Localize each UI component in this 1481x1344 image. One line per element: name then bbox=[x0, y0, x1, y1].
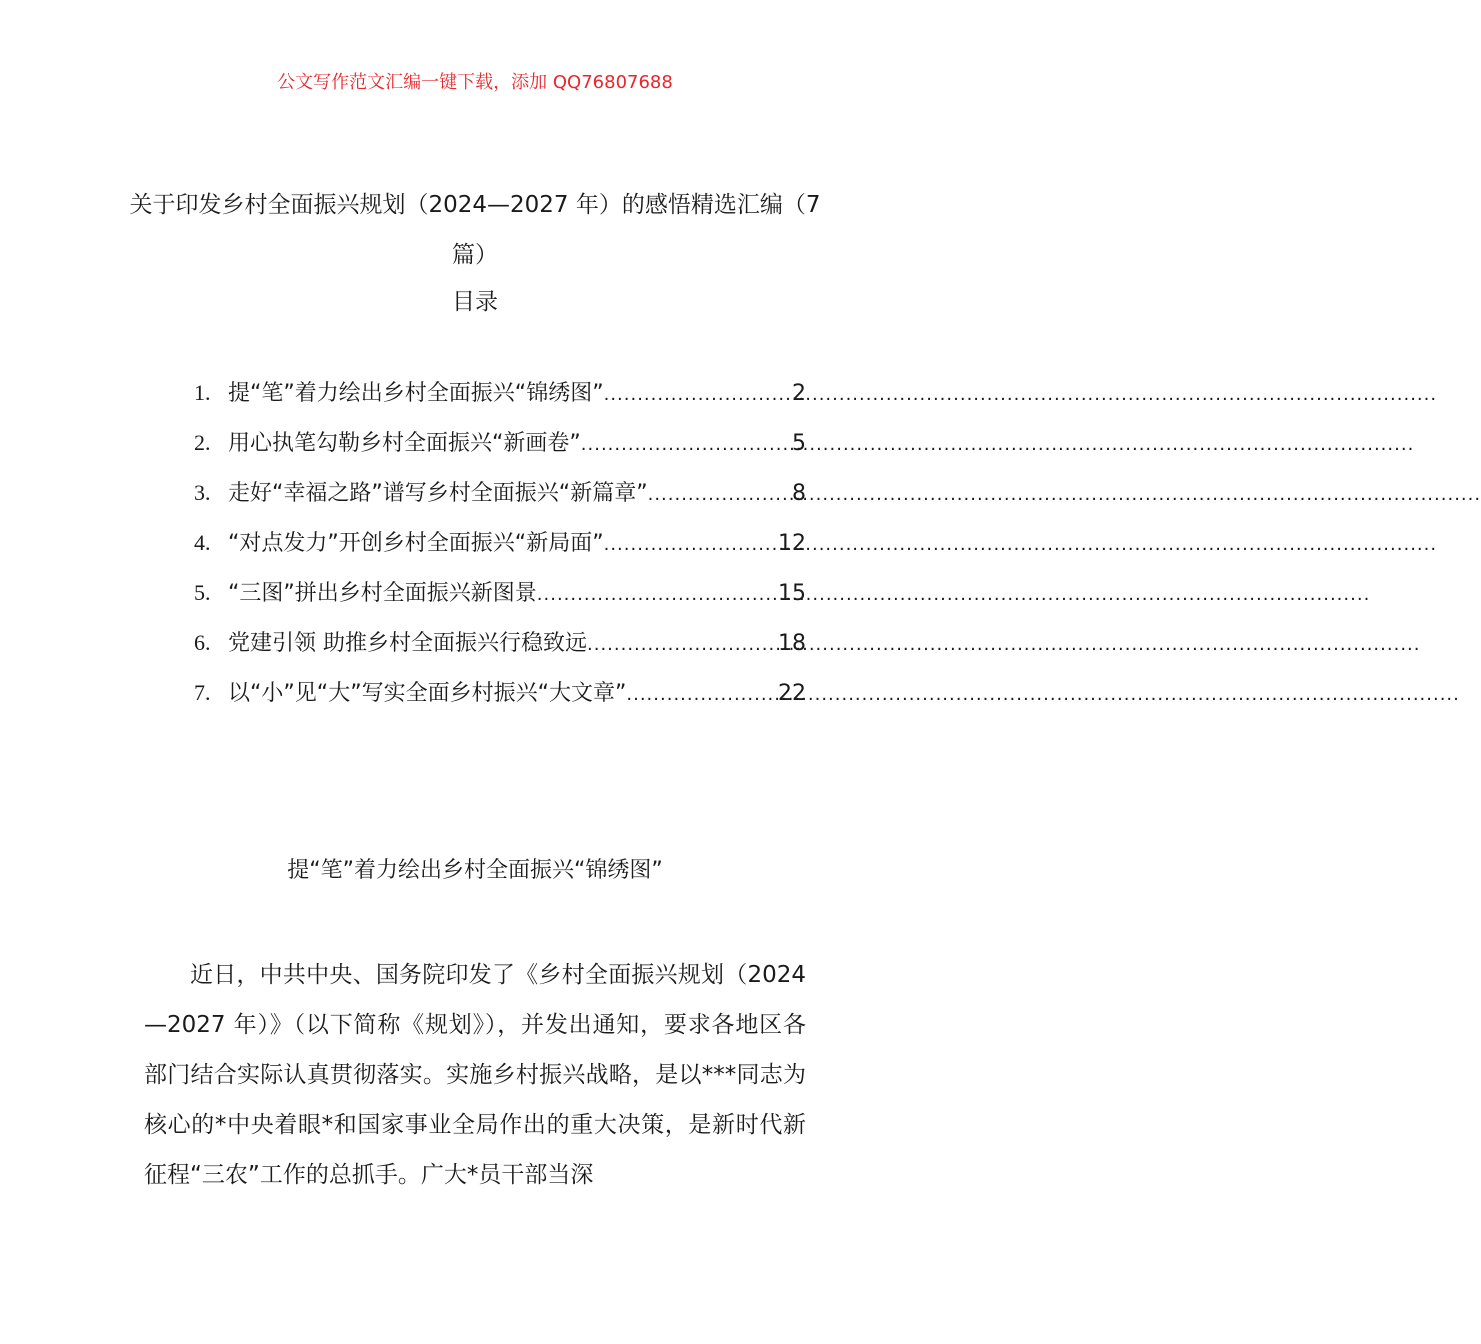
toc-entry-page: 22 bbox=[778, 681, 806, 706]
article-title: 提“笔”着力绘出乡村全面振兴“锦绣图” bbox=[287, 858, 663, 883]
toc-entry-title: 提“笔”着力绘出乡村全面振兴“锦绣图” bbox=[228, 381, 604, 406]
toc-entry-title: “三图”拼出乡村全面振兴新图景 bbox=[228, 581, 537, 606]
toc-entry-number: 3. bbox=[194, 480, 211, 505]
toc-leader-dots bbox=[581, 434, 792, 455]
toc-entry-7[interactable] bbox=[194, 676, 806, 726]
toc-entry-3[interactable] bbox=[194, 476, 806, 526]
toc-entry-title: 党建引领 助推乡村全面振兴行稳致远 bbox=[228, 631, 587, 656]
document-title: 关于印发乡村全面振兴规划（2024—2027 年）的感悟精选汇编（7 篇） bbox=[129, 192, 821, 268]
toc-entry-page: 18 bbox=[778, 631, 806, 656]
toc-leader-dots bbox=[604, 534, 778, 555]
toc-entry-2[interactable] bbox=[194, 426, 806, 476]
toc-entry-title: 走好“幸福之路”谱写乡村全面振兴“新篇章” bbox=[228, 481, 648, 506]
toc-entry-number: 2. bbox=[194, 430, 211, 455]
toc-entry-page: 5 bbox=[792, 431, 806, 456]
toc-entry-6[interactable] bbox=[194, 626, 806, 676]
toc-leader-dots bbox=[626, 684, 778, 705]
toc-entry-page: 12 bbox=[778, 531, 806, 556]
toc-entry-1[interactable] bbox=[194, 376, 806, 426]
toc-entry-title: “对点发力”开创乡村全面振兴“新局面” bbox=[228, 531, 604, 556]
table-of-contents bbox=[194, 376, 806, 726]
toc-entry-title: 用心执笔勾勒乡村全面振兴“新画卷” bbox=[228, 431, 581, 456]
toc-entry-number: 6. bbox=[194, 630, 211, 655]
toc-entry-page: 2 bbox=[792, 381, 806, 406]
toc-entry-number: 4. bbox=[194, 530, 211, 555]
toc-entry-4[interactable] bbox=[194, 526, 806, 576]
toc-entry-5[interactable] bbox=[194, 576, 806, 626]
toc-leader-dots bbox=[604, 384, 792, 405]
toc-entry-page: 8 bbox=[792, 481, 806, 506]
toc-entry-title: 以“小”见“大”写实全面乡村振兴“大文章” bbox=[228, 681, 627, 706]
toc-entry-number: 7. bbox=[194, 680, 211, 705]
toc-entry-number: 1. bbox=[194, 380, 211, 405]
toc-heading: 目录 bbox=[452, 289, 498, 315]
toc-entry-page: 15 bbox=[778, 581, 806, 606]
toc-leader-dots bbox=[587, 634, 778, 655]
article-paragraph: 近日，中共中央、国务院印发了《乡村全面振兴规划（2024—2027 年）》（以下简称《规划》），并发出通知，要求各地区各部门结合实际认真贯彻落实。实施乡村振兴战略，是以***同志为核心的*中央着眼*和国家事业全局作出的重大决策，是新时代新征程“三农”工作的总抓手。广大*员干部当深 bbox=[144, 962, 806, 1188]
download-banner: 公文写作范文汇编一键下载，添加 QQ76807688 bbox=[277, 72, 673, 93]
toc-entry-number: 5. bbox=[194, 580, 211, 605]
toc-leader-dots bbox=[537, 584, 778, 605]
toc-leader-dots bbox=[648, 484, 792, 505]
